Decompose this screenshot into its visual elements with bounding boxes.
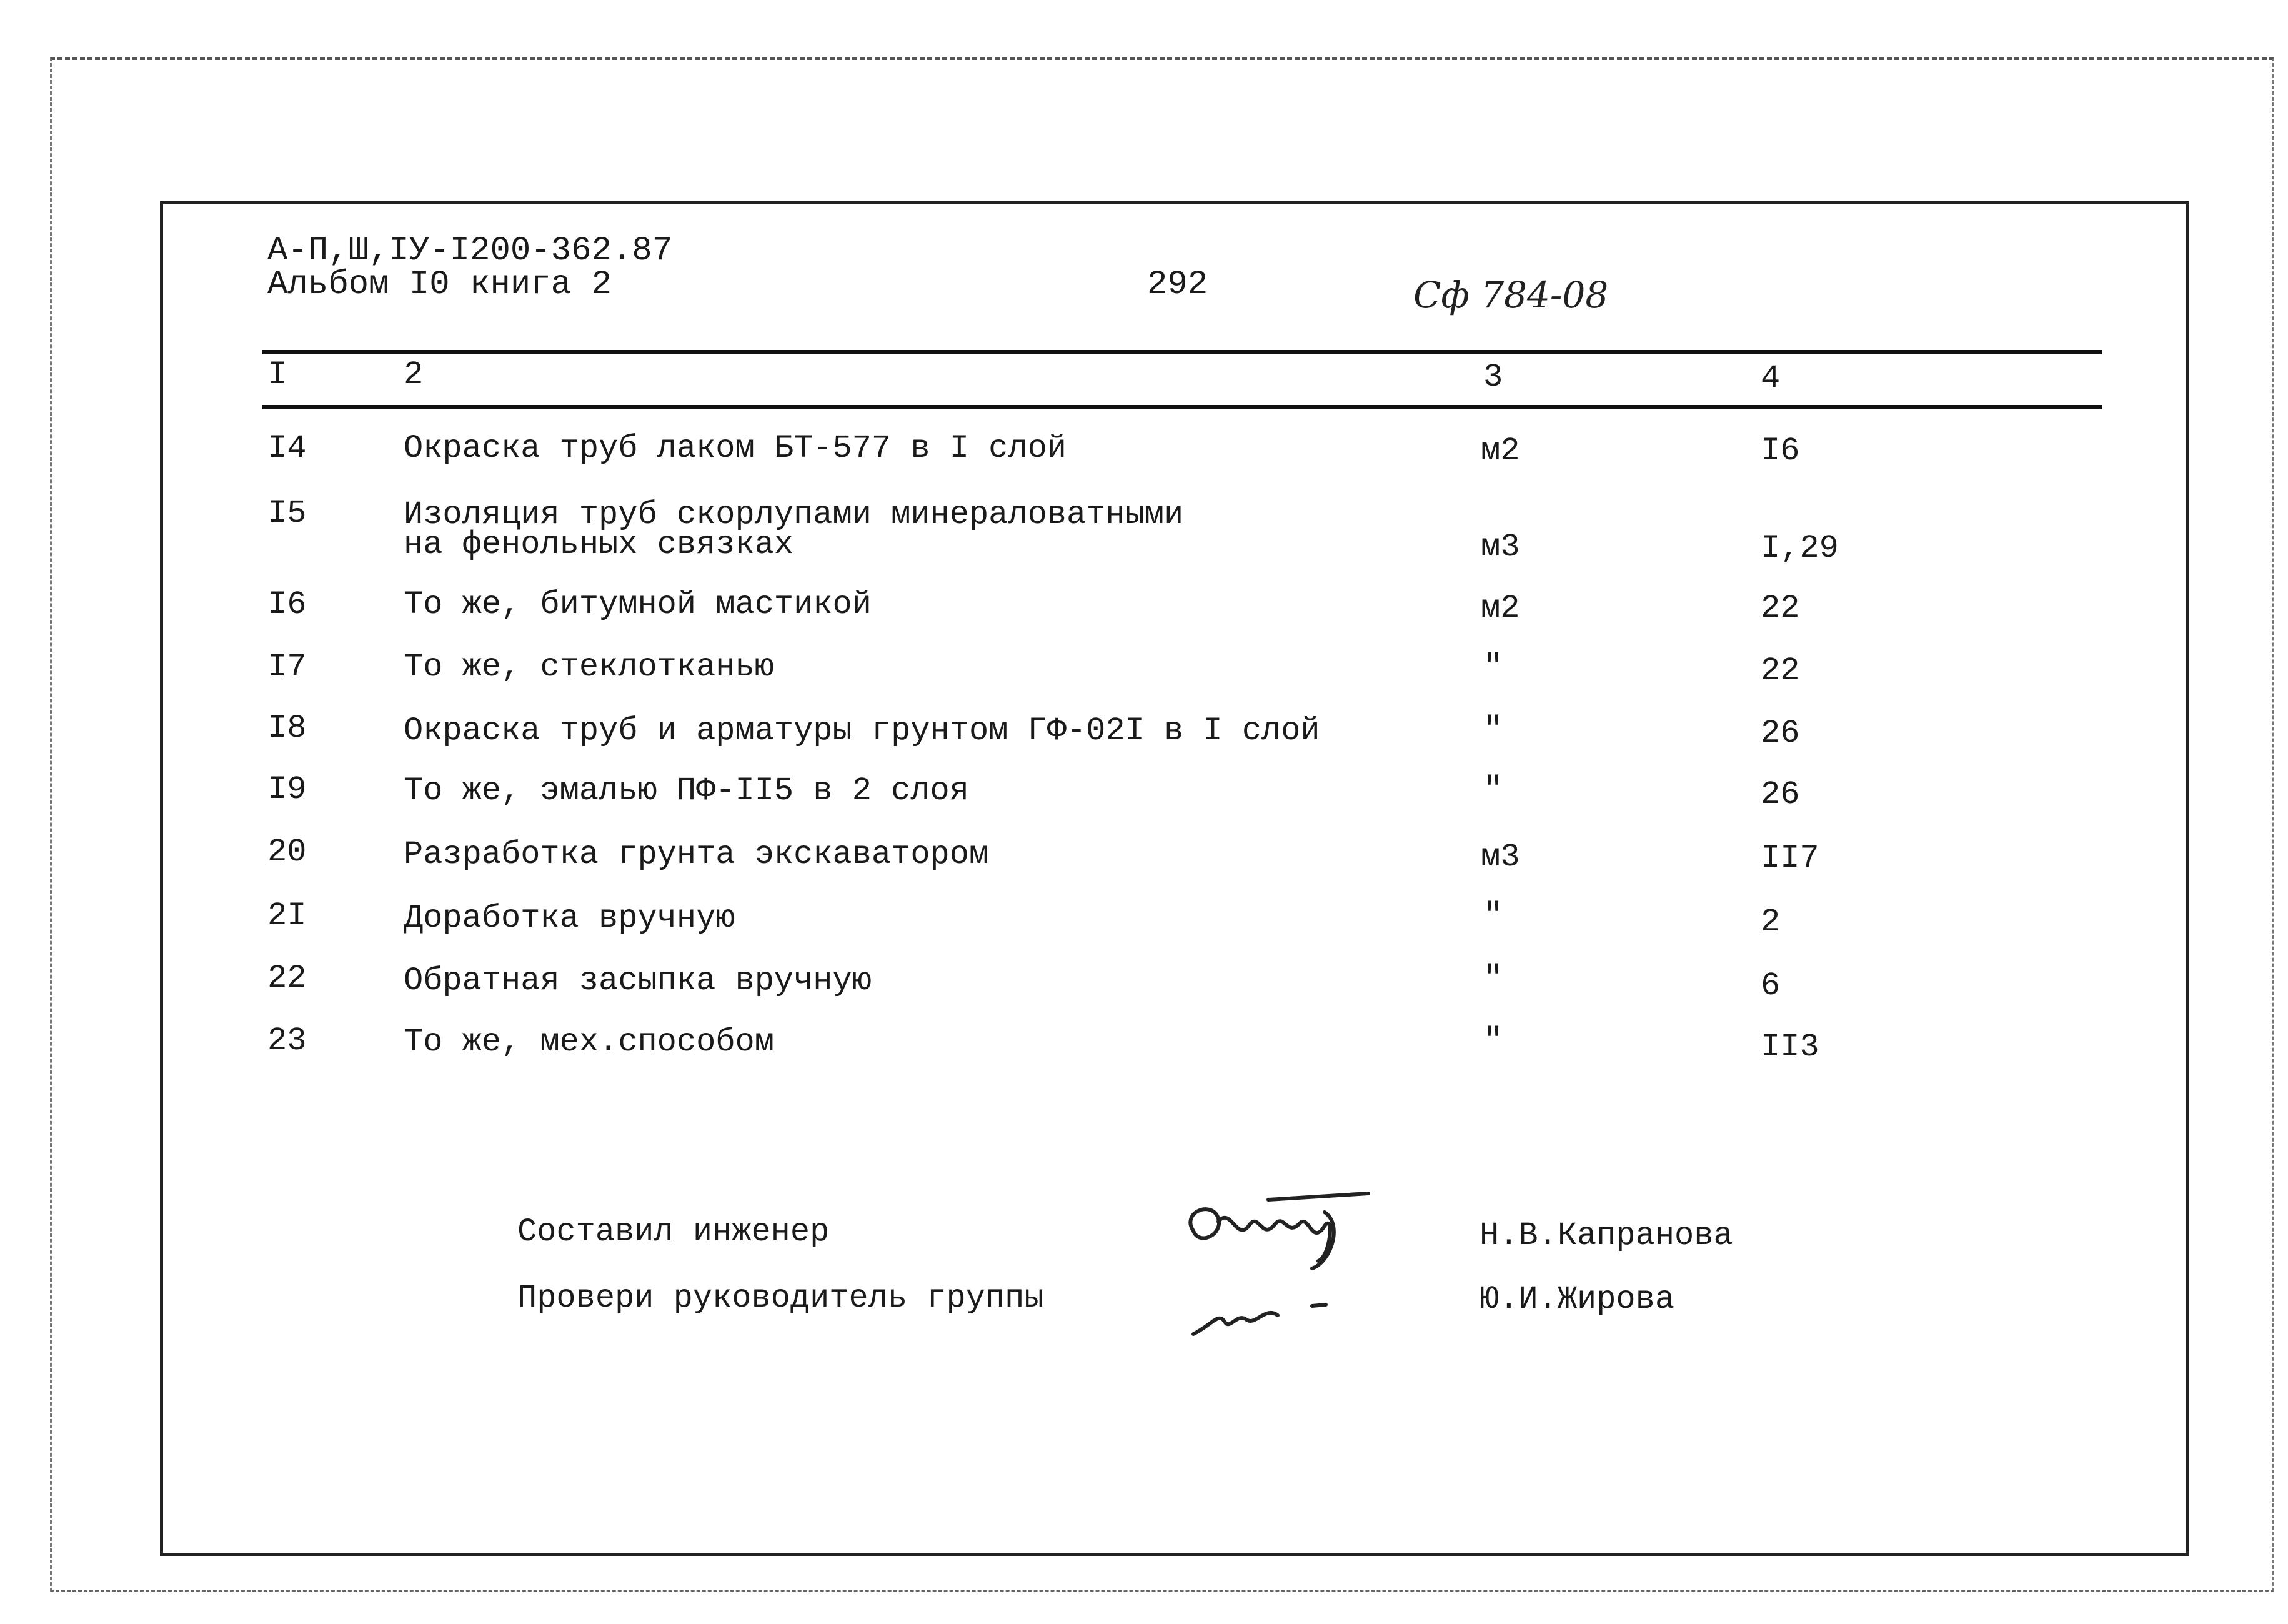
row-unit: м2 bbox=[1481, 432, 1520, 469]
row-number: I5 bbox=[267, 495, 307, 532]
row-name: Разработка грунта экскаватором bbox=[404, 836, 989, 873]
row-name: Изоляция труб скорлупами минераловатными bbox=[404, 496, 1184, 533]
row-unit: " bbox=[1483, 897, 1503, 934]
row-quantity: II3 bbox=[1761, 1029, 1819, 1065]
row-quantity: II7 bbox=[1761, 840, 1819, 877]
row-name: То же, эмалью ПФ-II5 в 2 слоя bbox=[404, 772, 969, 809]
row-quantity: 6 bbox=[1761, 967, 1781, 1004]
column-header-quantity: 4 bbox=[1761, 360, 1781, 397]
row-name: То же, стеклотканью bbox=[404, 649, 774, 685]
table-header-rule bbox=[262, 405, 2102, 409]
row-number: I4 bbox=[267, 430, 307, 467]
row-name: Окраска труб и арматуры грунтом ГФ-02I в I слой bbox=[404, 712, 1320, 749]
row-number: 2I bbox=[267, 897, 307, 934]
row-unit: " bbox=[1483, 649, 1503, 685]
page-number: 292 bbox=[1147, 266, 1208, 304]
row-number: I8 bbox=[267, 710, 307, 747]
row-unit: " bbox=[1483, 711, 1503, 748]
checked-by-label: Провери руководитель группы bbox=[517, 1280, 1044, 1317]
compiled-by-label: Составил инженер bbox=[517, 1213, 830, 1250]
row-number: I9 bbox=[267, 771, 307, 808]
column-header-unit: 3 bbox=[1483, 359, 1503, 396]
row-number: I6 bbox=[267, 586, 307, 623]
row-unit: " bbox=[1483, 771, 1503, 808]
row-quantity: I6 bbox=[1761, 432, 1800, 469]
row-name: Доработка вручную bbox=[404, 900, 735, 937]
row-number: 20 bbox=[267, 834, 307, 870]
supervisor-signature bbox=[1187, 1287, 1337, 1343]
row-quantity: I,29 bbox=[1761, 530, 1839, 567]
engineer-signature bbox=[1175, 1187, 1375, 1275]
row-quantity: 22 bbox=[1761, 590, 1800, 627]
row-quantity: 26 bbox=[1761, 715, 1800, 752]
row-unit: м3 bbox=[1481, 529, 1520, 565]
row-number: 23 bbox=[267, 1022, 307, 1059]
row-quantity: 2 bbox=[1761, 904, 1781, 940]
row-quantity: 22 bbox=[1761, 652, 1800, 689]
row-name: Окраска труб лаком БТ-577 в I слой bbox=[404, 430, 1067, 467]
row-name: То же, мех.способом bbox=[404, 1024, 774, 1060]
row-quantity: 26 bbox=[1761, 776, 1800, 813]
column-header-name: 2 bbox=[404, 356, 424, 393]
table-top-rule bbox=[262, 350, 2102, 354]
document-code: А-П,Ш,IУ-I200-362.87 bbox=[267, 232, 673, 270]
row-name: Обратная засыпка вручную bbox=[404, 962, 872, 999]
row-number: I7 bbox=[267, 649, 307, 685]
column-header-number: I bbox=[267, 356, 287, 393]
handwritten-reference: Сф 784-08 bbox=[1413, 274, 1609, 316]
row-unit: " bbox=[1483, 960, 1503, 997]
compiled-by-name: Н.В.Капранова bbox=[1480, 1217, 1733, 1254]
checked-by-name: Ю.И.Жирова bbox=[1480, 1281, 1675, 1318]
row-unit: м2 bbox=[1481, 590, 1520, 627]
row-number: 22 bbox=[267, 960, 307, 997]
row-unit: " bbox=[1483, 1022, 1503, 1059]
row-unit: м3 bbox=[1481, 839, 1520, 875]
row-name-continued: на фенольных связках bbox=[404, 526, 794, 563]
album-label: Альбом I0 книга 2 bbox=[267, 266, 612, 304]
row-name: То же, битумной мастикой bbox=[404, 586, 872, 623]
